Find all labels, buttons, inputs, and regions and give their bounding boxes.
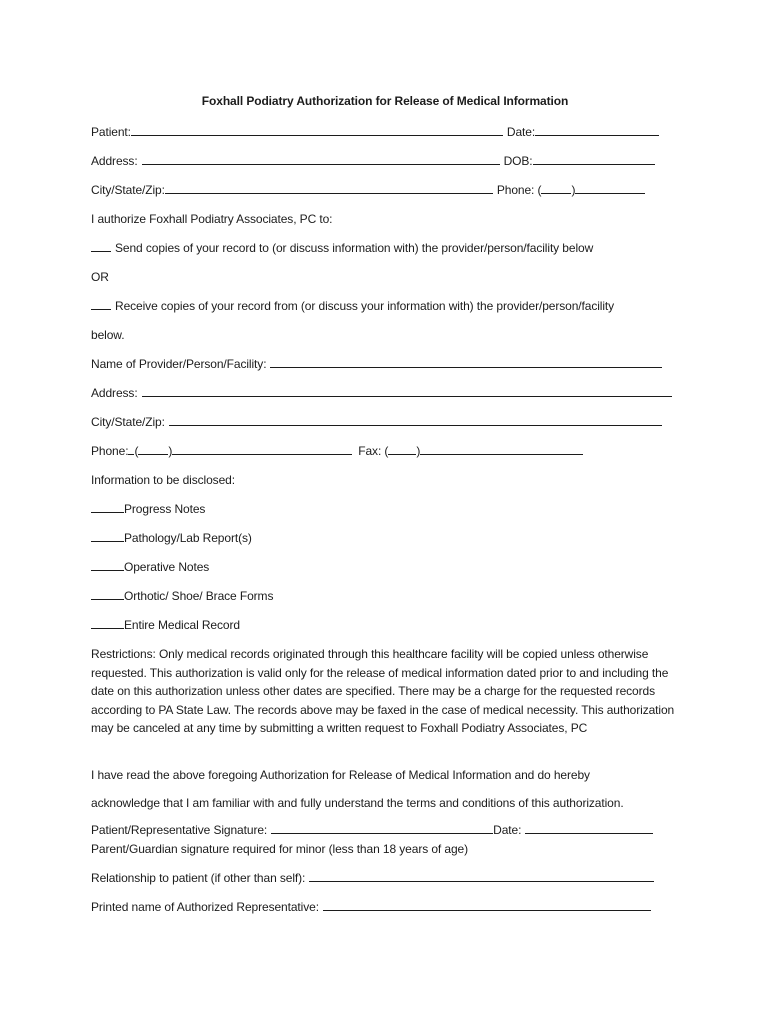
provider-city-label: City/State/Zip: [91,415,165,429]
city-label: City/State/Zip: [91,183,165,197]
provider-city-field[interactable] [169,415,662,426]
restrictions-paragraph: Restrictions: Only medical records originated through this healthcare facility will be copied unless otherwise requested. This authorization is valid only for the release of medical information dated prior to and including the date on this authorization unless other dates are specified. There may be a charge for the requested records according to PA State Law. The records above may be faxed in the case of medical necessity. This authorization may be canceled at any time by submitting a written request to Foxhall Podiatry Associates, PC [91,647,675,735]
disclosure-item [91,531,252,545]
provider-address-label: Address: [91,386,138,400]
disclosure-blank-operative[interactable] [91,560,124,571]
disclosure-blank-pathology[interactable] [91,531,124,542]
patient-label: Patient: [91,125,131,139]
provider-phone-row [91,444,583,458]
printed-name-label: Printed name of Authorized Representative: [91,900,319,914]
receive-option-row [91,299,614,313]
disclosure-item [91,618,240,632]
relationship-field[interactable] [309,871,654,882]
fax-number-field[interactable] [420,444,583,455]
fax-area-field[interactable] [388,444,416,455]
acknowledge-line-1: I have read the above foregoing Authorization for Release of Medical Information and do hereby [91,768,590,782]
date-field[interactable] [535,125,659,136]
disclosure-label-progress: Progress Notes [124,502,206,516]
provider-phone-close-paren: ) [168,444,173,458]
disclosure-blank-orthotic[interactable] [91,589,124,600]
provider-phone-number-field[interactable] [172,444,352,455]
authorize-intro: I authorize Foxhall Podiatry Associates, PC to: [91,212,333,226]
phone-number-field[interactable] [575,183,645,194]
send-option-row [91,241,593,255]
patient-city-field[interactable] [165,183,493,194]
phone-area-code-field[interactable] [541,183,571,194]
signature-row [91,823,653,837]
disclosure-label-entire: Entire Medical Record [124,618,240,632]
disclosure-heading: Information to be disclosed: [91,473,235,487]
patient-name-field[interactable] [131,125,503,136]
printed-name-field[interactable] [323,900,651,911]
send-option-text: Send copies of your record to (or discuss information with) the provider/person/facility below [115,241,594,255]
fax-label: Fax: ( [358,444,389,458]
phone-label: Phone: ( [496,183,542,197]
dob-field[interactable] [533,154,655,165]
address-label: Address: [91,154,138,168]
provider-phone-label: Phone: [91,444,129,458]
disclosure-blank-entire[interactable] [91,618,124,629]
disclosure-item [91,560,209,574]
provider-name-field[interactable] [270,357,662,368]
date-label: Date: [506,125,536,139]
acknowledge-line-2: acknowledge that I am familiar with and fully understand the terms and conditions of this authorization. [91,796,624,810]
form-title: Foxhall Podiatry Authorization for Release of Medical Information [201,94,569,108]
send-checkbox-blank[interactable] [91,241,111,252]
disclosure-label-operative: Operative Notes [124,560,210,574]
address-row [91,154,655,168]
guardian-note: Parent/Guardian signature required for minor (less than 18 years of age) [91,842,469,856]
signature-field[interactable] [271,823,493,834]
receive-checkbox-blank[interactable] [91,299,111,310]
printed-name-row [91,900,651,914]
provider-name-row [91,357,662,371]
city-row [91,183,645,197]
disclosure-item [91,502,205,516]
receive-option-continued: below. [91,328,125,342]
provider-address-row [91,386,672,400]
fax-close-paren: ) [416,444,421,458]
disclosure-blank-progress[interactable] [91,502,124,513]
patient-address-field[interactable] [142,154,500,165]
dob-label: DOB: [503,154,533,168]
relationship-label: Relationship to patient (if other than self): [91,871,306,885]
patient-row [91,125,659,139]
or-text: OR [91,270,109,284]
provider-phone-open-paren: ( [134,444,139,458]
signature-date-field[interactable] [525,823,653,834]
disclosure-item [91,589,273,603]
provider-city-row [91,415,662,429]
signature-label: Patient/Representative Signature: [91,823,268,837]
disclosure-label-orthotic: Orthotic/ Shoe/ Brace Forms [124,589,274,603]
provider-phone-area-field[interactable] [138,444,168,455]
receive-option-text: Receive copies of your record from (or discuss your information with) the provider/person/facility [115,299,615,313]
phone-close-paren: ) [571,183,576,197]
disclosure-label-pathology: Pathology/Lab Report(s) [124,531,252,545]
provider-name-label: Name of Provider/Person/Facility: [91,357,267,371]
provider-address-field[interactable] [142,386,672,397]
relationship-row [91,871,654,885]
signature-date-label: Date: [493,823,522,837]
